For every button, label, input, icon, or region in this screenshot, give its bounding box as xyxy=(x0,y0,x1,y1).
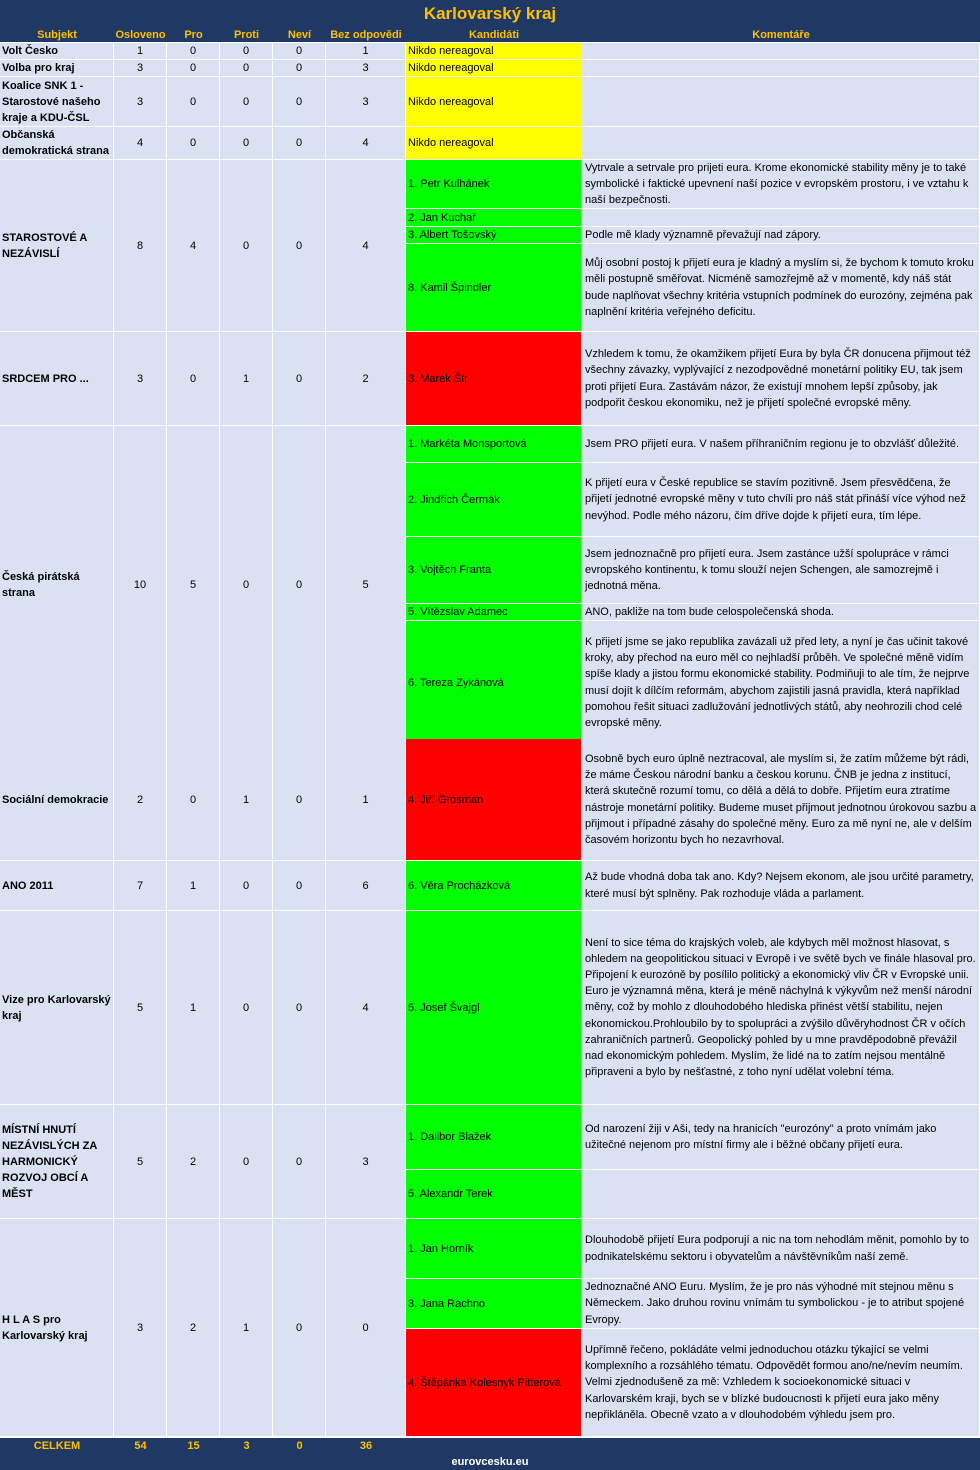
candidate-cell xyxy=(406,244,582,332)
comment-cell-text: Dlouhodobě přijetí Eura podporují a nic na tom nehodlám měnit, pomohlo by to podnikatelskému sektoru i obyvatelům a návštěvníkům naší země. xyxy=(585,1234,970,1263)
count-bez-odpovedi xyxy=(326,43,406,60)
comment-cell-text: K přijetí eura v České republice se stavím pozitivně. Jsem přesvědčena, že přijetí jednotné evropské měny v tuto chvíli pro náš stát přináší více výhod než nevýhod. Podle mého názoru, čím dříve dojde k přijetí eura, tím lépe. xyxy=(585,477,966,522)
total-proti: 3 xyxy=(243,1440,250,1452)
count-pro xyxy=(167,332,220,426)
comment-cell xyxy=(582,1170,980,1219)
count-proti-text: 0 xyxy=(242,1155,250,1168)
comment-cell xyxy=(582,77,980,127)
count-nevi-text: 0 xyxy=(295,239,303,252)
count-pro xyxy=(167,160,220,332)
count-proti xyxy=(220,160,273,332)
count-pro-text: 0 xyxy=(189,45,197,57)
comment-cell-text: Od narození žiji v Aši, tedy na hranicích "eurozóny" a proto vnímám jako užitečné nejenom pro místní firmy ale i běžné občany přijetí eura. xyxy=(585,1122,937,1151)
count-bez-odpovedi xyxy=(326,160,406,332)
count-nevi xyxy=(273,60,326,77)
count-proti-text: 1 xyxy=(242,1321,250,1334)
count-nevi xyxy=(273,127,326,160)
count-proti xyxy=(220,60,273,77)
candidate-cell xyxy=(406,332,582,426)
candidate-cell-text: 6. Věra Procházková xyxy=(408,879,511,892)
count-bez-odpovedi-text: 4 xyxy=(362,137,369,149)
count-bez-odpovedi-text: 5 xyxy=(362,579,369,591)
count-nevi-text: 0 xyxy=(295,95,303,108)
candidate-cell xyxy=(406,43,582,60)
total-pro: 15 xyxy=(187,1440,200,1452)
count-nevi-text: 0 xyxy=(295,579,303,591)
comment-cell-text: K přijetí jsme se jako republika zavázali už před lety, a nyní je čas učinit takové kroky, aby přechod na euro měl co nejhladší průběh. Ve společné měně vidím spíše klady a jistou formu ekonomické stability. Podmiňuji to ale tím, že nejprve musí dojít k dílčím reformám, abychom zajistili jasná pravidla, která například pomohou řešit situaci zadlužování jednotlivých států, aby neohrozili chod celé evropské měny. xyxy=(585,635,970,729)
count-osloveno xyxy=(114,127,167,160)
candidate-cell-text: 1. Petr Kulhánek xyxy=(408,178,490,190)
header-osloveno: Osloveno xyxy=(115,29,166,41)
party-name xyxy=(0,127,114,160)
count-nevi-text: 0 xyxy=(295,879,303,892)
count-nevi-text: 0 xyxy=(295,1321,303,1334)
header-nevi: Neví xyxy=(273,28,326,42)
count-bez-odpovedi-text: 3 xyxy=(362,95,369,108)
comment-cell xyxy=(582,739,980,861)
total-osloveno: 54 xyxy=(134,1440,147,1452)
candidate-cell-text: 4. Štěpánka Kolesnyk Pitterová xyxy=(408,1376,561,1389)
candidate-cell xyxy=(406,604,582,621)
count-proti xyxy=(220,77,273,127)
candidate-cell-text: 3. Marek Šír xyxy=(408,372,468,385)
candidate-cell xyxy=(406,463,582,537)
party-name-text: Česká pirátská strana xyxy=(2,571,80,599)
party-name-text: Koalice SNK 1 - Starostové našeho kraje a KDU-ČSL xyxy=(2,79,101,124)
candidate-cell-text: 5. Vítězslav Adamec xyxy=(408,606,508,618)
count-bez-odpovedi xyxy=(326,127,406,160)
count-proti-text: 1 xyxy=(242,372,250,385)
comment-cell-text: Vytrvale a setrvale pro prijeti eura. Krome ekonomické stability měny je to také symbolické i faktické upevnení naší pozice v evropském prostoru, i ve vztahu k naší bezpečnosti. xyxy=(585,161,969,207)
candidate-cell-text: 1. Jan Horník xyxy=(408,1242,474,1255)
count-pro xyxy=(167,1105,220,1219)
count-bez-odpovedi xyxy=(326,332,406,426)
party-name xyxy=(0,739,114,861)
count-proti-text: 0 xyxy=(242,45,250,57)
comment-cell xyxy=(582,209,980,227)
count-pro xyxy=(167,861,220,911)
party-name xyxy=(0,60,114,77)
count-proti-text: 0 xyxy=(242,137,250,149)
count-osloveno xyxy=(114,332,167,426)
count-pro-text: 0 xyxy=(189,62,197,74)
comment-cell-text: Není to sice téma do krajských voleb, ale kdybych měl možnost hlasovat, s ohledem na geopolitickou situaci v Evropě i ve světě bych ve finále hlasoval pro. Připojení k eurozóně by posílilo politický a ekonomický vliv ČR v Evropské unii. Euro je významná měna, která je méně náchylná k výkyvům než menší národní měny, což by mohlo z dlouhodobého hlediska přinést větší stabilitu, nejen ekonomickou.Prohloubilo by to spolupráci a zvýšilo důvěryhodnost ČR v očích zahraničních partnerů. Geopolický pohled by u mne pravděpodobně převážil nad ekonomickým pohledem. Myslím, že lidé na to zatím nejsou mentálně připraveni a bylo by nešťastné, z toho nyní udělat volební téma. xyxy=(585,936,976,1079)
count-proti xyxy=(220,911,273,1105)
count-bez-odpovedi-text: 1 xyxy=(362,793,369,806)
party-name-text: Vize pro Karlovarský kraj xyxy=(2,993,111,1022)
count-pro xyxy=(167,911,220,1105)
count-osloveno xyxy=(114,861,167,911)
count-proti xyxy=(220,861,273,911)
comment-cell xyxy=(582,160,980,209)
count-nevi xyxy=(273,426,326,745)
count-bez-odpovedi-text: 6 xyxy=(362,879,369,892)
count-pro-text: 4 xyxy=(189,239,197,252)
header-proti: Proti xyxy=(220,28,273,42)
total-bez-odpovedi: 36 xyxy=(359,1440,373,1452)
count-proti-text: 1 xyxy=(242,793,250,806)
count-nevi xyxy=(273,861,326,911)
candidate-cell-text: 4. Jiří Grosman xyxy=(408,793,484,806)
header-kandidati: Kandidáti xyxy=(406,28,582,42)
count-proti xyxy=(220,1219,273,1437)
header-bez-odpovedi: Bez odpovědi xyxy=(326,28,406,42)
count-osloveno xyxy=(114,911,167,1105)
party-name-text: MÍSTNÍ HNUTÍ NEZÁVISLÝCH ZA HARMONICKÝ ROZVOJ OBCÍ A MĚST xyxy=(2,1123,97,1200)
party-name xyxy=(0,332,114,426)
count-osloveno-text: 3 xyxy=(136,95,144,108)
candidate-cell xyxy=(406,1279,582,1329)
count-nevi-text: 0 xyxy=(295,137,303,149)
comment-cell-text: Jsem jednoznačně pro přijetí eura. Jsem zastánce užší spolupráce v rámci evropského kontinentu, k tomu slouží nejen Schengen, ale samozrejmě i jednotná měna. xyxy=(585,547,949,593)
count-bez-odpovedi xyxy=(326,861,406,911)
comment-cell-text: Jsem PRO přijetí eura. V našem příhraničním regionu je to obzvlášť důležité. xyxy=(585,437,960,450)
count-nevi xyxy=(273,911,326,1105)
party-name xyxy=(0,426,114,745)
count-proti xyxy=(220,43,273,60)
total-nevi: 0 xyxy=(296,1440,303,1452)
comment-cell xyxy=(582,43,980,60)
count-proti xyxy=(220,426,273,745)
comment-cell xyxy=(582,463,980,537)
count-pro xyxy=(167,77,220,127)
count-proti xyxy=(220,739,273,861)
count-pro-text: 2 xyxy=(189,1321,197,1334)
count-nevi-text: 0 xyxy=(295,1155,303,1168)
candidate-cell-text: 1. Dalibor Blažek xyxy=(408,1131,492,1143)
page-title: Karlovarský kraj xyxy=(0,0,980,28)
comment-cell-text: Vzhledem k tomu, že okamžikem přijetí Eura by byla ČR donucena přijmout též všechny závazky, vyplývající z nezodpovědné monetární politiky EU, tak jsem proti přijetí Eura. Zastávám názor, že existují mnohem lepší způsoby, jak podpořit českou ekonomiku, než je přijetí společné evropské měny. xyxy=(585,348,971,409)
candidate-cell xyxy=(406,1170,582,1219)
count-osloveno xyxy=(114,160,167,332)
count-bez-odpovedi xyxy=(326,1219,406,1437)
count-osloveno-text: 3 xyxy=(136,1321,144,1334)
count-bez-odpovedi-text: 4 xyxy=(362,239,369,252)
candidate-cell xyxy=(406,537,582,604)
count-pro xyxy=(167,1219,220,1437)
header-pro: Pro xyxy=(167,28,220,42)
candidate-cell xyxy=(406,1219,582,1279)
count-proti-text: 0 xyxy=(242,879,250,892)
count-bez-odpovedi-text: 3 xyxy=(362,1155,369,1168)
comment-cell xyxy=(582,537,980,604)
comment-cell xyxy=(582,1279,980,1329)
count-bez-odpovedi-text: 2 xyxy=(362,372,369,385)
candidate-cell xyxy=(406,127,582,160)
comment-cell-text: Upřímně řečeno, pokládáte velmi jednoduchou otázku týkající se velmi komplexního a rozsáhlého tématu. Odpovědět formou ano/ne/nevím neumím. Velmi zjednodušeně za mě: Vzhledem k socioekonomické situaci v Karlovarském kraji, bych se v blízké budoucnosti k přijetí eura jako měny nepřikláněla. Obecně vzato a v dlouhodobém výhledu jsem pro. xyxy=(585,1343,963,1421)
count-osloveno-text: 5 xyxy=(136,1001,144,1014)
count-bez-odpovedi xyxy=(326,739,406,861)
header-subjekt: Subjekt xyxy=(0,28,114,42)
count-nevi-text: 0 xyxy=(295,1001,303,1014)
count-bez-odpovedi xyxy=(326,77,406,127)
party-name-text: SRDCEM PRO ... xyxy=(2,372,89,385)
comment-cell xyxy=(582,1329,980,1437)
candidate-cell-text: 3. Vojtěch Franta xyxy=(408,564,492,576)
candidate-cell-text: 2. Jindřich Čermák xyxy=(408,493,500,506)
party-name xyxy=(0,160,114,332)
count-pro-text: 0 xyxy=(189,793,197,806)
count-osloveno-text: 7 xyxy=(136,879,144,892)
header-komentare: Komentáře xyxy=(582,28,980,42)
count-bez-odpovedi xyxy=(326,426,406,745)
candidate-cell xyxy=(406,621,582,745)
comment-cell xyxy=(582,244,980,332)
comment-cell xyxy=(582,227,980,244)
count-pro-text: 2 xyxy=(189,1155,197,1168)
comment-cell-text: Můj osobní postoj k přijetí eura je kladný a myslím si, že bychom k tomuto kroku měli postupně směřovat. Nicméně samozřejmě až v momentě, kdy náš stát bude naplňovat všechny kritéria vstupních podmínek do eurozóny, zejména pak naplnění kritéria veřejného deficitu. xyxy=(585,257,974,318)
party-name-text: STAROSTOVÉ A NEZÁVISLÍ xyxy=(2,231,87,260)
comment-cell xyxy=(582,60,980,77)
candidate-cell xyxy=(406,911,582,1105)
count-nevi xyxy=(273,739,326,861)
count-proti-text: 0 xyxy=(242,579,250,591)
count-bez-odpovedi-text: 4 xyxy=(362,1001,369,1014)
comment-cell-text: Jednoznačné ANO Euru. Myslím, že je pro nás výhodné mít stejnou měnu s Německem. Jako druhou rovinu vnímám tu symbolickou - je to atribut spojené Evropy. xyxy=(585,1281,965,1326)
count-pro xyxy=(167,426,220,745)
count-osloveno xyxy=(114,739,167,861)
candidate-cell-text: 3. Jana Rachno xyxy=(408,1297,486,1310)
party-name xyxy=(0,1219,114,1437)
count-proti-text: 0 xyxy=(242,62,250,74)
count-bez-odpovedi xyxy=(326,60,406,77)
count-proti-text: 0 xyxy=(242,239,250,252)
count-bez-odpovedi-text: 0 xyxy=(362,1321,369,1334)
count-pro-text: 5 xyxy=(189,579,197,591)
count-nevi-text: 0 xyxy=(295,372,303,385)
count-nevi xyxy=(273,1105,326,1219)
comment-cell-text: ANO, pakliže na tom bude celospolečenská shoda. xyxy=(585,605,834,618)
candidate-cell xyxy=(406,209,582,227)
candidate-cell-text: Nikdo nereagoval xyxy=(408,95,494,108)
candidate-cell-text: Nikdo nereagoval xyxy=(408,137,494,149)
count-nevi xyxy=(273,43,326,60)
party-name-text: ANO 2011 xyxy=(2,879,54,892)
party-name-text: Volt Česko xyxy=(2,45,59,57)
party-name-text: Volba pro kraj xyxy=(2,62,75,74)
candidate-cell-text: 5. Josef Švajgl xyxy=(408,1001,480,1014)
count-pro-text: 1 xyxy=(189,1001,197,1014)
comment-cell xyxy=(582,426,980,463)
count-osloveno-text: 3 xyxy=(136,62,144,74)
candidate-cell xyxy=(406,861,582,911)
candidate-cell xyxy=(406,426,582,463)
comment-cell xyxy=(582,127,980,160)
count-proti xyxy=(220,127,273,160)
count-pro xyxy=(167,60,220,77)
count-osloveno xyxy=(114,60,167,77)
candidate-cell xyxy=(406,160,582,209)
count-proti-text: 0 xyxy=(242,1001,250,1014)
count-osloveno xyxy=(114,426,167,745)
count-pro-text: 0 xyxy=(189,372,197,385)
comment-cell xyxy=(582,1105,980,1170)
candidate-cell xyxy=(406,77,582,127)
count-pro-text: 0 xyxy=(189,137,197,149)
total-label: CELKEM xyxy=(33,1440,81,1452)
footer-website: eurovcesku.eu xyxy=(451,1456,529,1468)
count-pro-text: 1 xyxy=(189,879,197,892)
count-pro xyxy=(167,739,220,861)
candidate-cell xyxy=(406,1105,582,1170)
party-name xyxy=(0,77,114,127)
count-pro-text: 0 xyxy=(189,95,197,108)
candidate-cell-text: 6. Tereza Zykánová xyxy=(408,676,504,689)
count-nevi xyxy=(273,160,326,332)
comment-cell-text: Osobně bych euro úplně neztracoval, ale myslím si, že zatím můžeme být rádi, že máme Českou národní banku a českou korunu. ČNB je jedna z institucí, která skutečně rozumí tomu, co dělá a dělá to dobře. Přijetím eura ztratíme nástroje monetární politiky. Budeme muset přijmout jednotnou úrokovou sazbu a přijmout i případné zásahy do společné měny. Euro za mě nyní ne, ale v delším časovém horizontu bych ho nezavrhoval. xyxy=(585,752,977,846)
candidate-cell xyxy=(406,60,582,77)
comment-cell-text: Až bude vhodná doba tak ano. Kdy? Nejsem ekonom, ale jsou určité parametry, které musí být splněny. Pak rozhoduje vláda a parlament. xyxy=(585,871,974,900)
count-pro xyxy=(167,43,220,60)
comment-cell-text: Podle mě klady významně převažují nad zápory. xyxy=(585,228,821,241)
candidate-cell-text: 8. Kamil Špindler xyxy=(408,281,492,294)
count-proti xyxy=(220,1105,273,1219)
count-osloveno-text: 8 xyxy=(136,239,144,252)
party-name-text: Občanská demokratická strana xyxy=(2,129,109,157)
candidate-cell-text: 2. Jan Kuchař xyxy=(408,211,476,224)
party-name xyxy=(0,861,114,911)
count-bez-odpovedi xyxy=(326,1105,406,1219)
count-osloveno-text: 4 xyxy=(136,137,144,149)
candidate-cell-text: 5. Alexandr Terek xyxy=(408,1188,493,1200)
count-osloveno-text: 3 xyxy=(136,372,144,385)
count-osloveno xyxy=(114,1105,167,1219)
comment-cell xyxy=(582,861,980,911)
count-osloveno xyxy=(114,77,167,127)
party-name-text: H L A S pro Karlovarský kraj xyxy=(2,1313,88,1342)
count-osloveno xyxy=(114,43,167,60)
candidate-cell-text: 1. Markéta Monsportová xyxy=(408,438,527,450)
candidate-cell-text: Nikdo nereagoval xyxy=(408,45,494,57)
comment-cell xyxy=(582,332,980,426)
comment-cell xyxy=(582,621,980,745)
count-bez-odpovedi-text: 3 xyxy=(362,62,369,74)
count-nevi-text: 0 xyxy=(295,62,303,74)
count-proti-text: 0 xyxy=(242,95,250,108)
party-name xyxy=(0,43,114,60)
count-nevi xyxy=(273,1219,326,1437)
count-pro xyxy=(167,127,220,160)
candidate-cell xyxy=(406,227,582,244)
candidate-cell xyxy=(406,1329,582,1437)
comment-cell xyxy=(582,911,980,1105)
comment-cell xyxy=(582,1219,980,1279)
count-osloveno-text: 5 xyxy=(136,1155,144,1168)
count-bez-odpovedi-text: 1 xyxy=(362,45,369,57)
count-nevi xyxy=(273,77,326,127)
count-osloveno-text: 1 xyxy=(136,45,144,57)
candidate-cell-text: 3. Albert Tošovský xyxy=(408,229,497,241)
count-proti xyxy=(220,332,273,426)
candidate-cell xyxy=(406,739,582,861)
count-osloveno xyxy=(114,1219,167,1437)
count-nevi xyxy=(273,332,326,426)
count-osloveno-text: 10 xyxy=(133,579,147,591)
count-osloveno-text: 2 xyxy=(136,793,144,806)
party-name xyxy=(0,1105,114,1219)
count-nevi-text: 0 xyxy=(295,793,303,806)
comment-cell xyxy=(582,604,980,621)
count-bez-odpovedi xyxy=(326,911,406,1105)
party-name-text: Sociální demokracie xyxy=(2,793,109,806)
candidate-cell-text: Nikdo nereagoval xyxy=(408,62,494,74)
count-nevi-text: 0 xyxy=(295,45,303,57)
party-name xyxy=(0,911,114,1105)
